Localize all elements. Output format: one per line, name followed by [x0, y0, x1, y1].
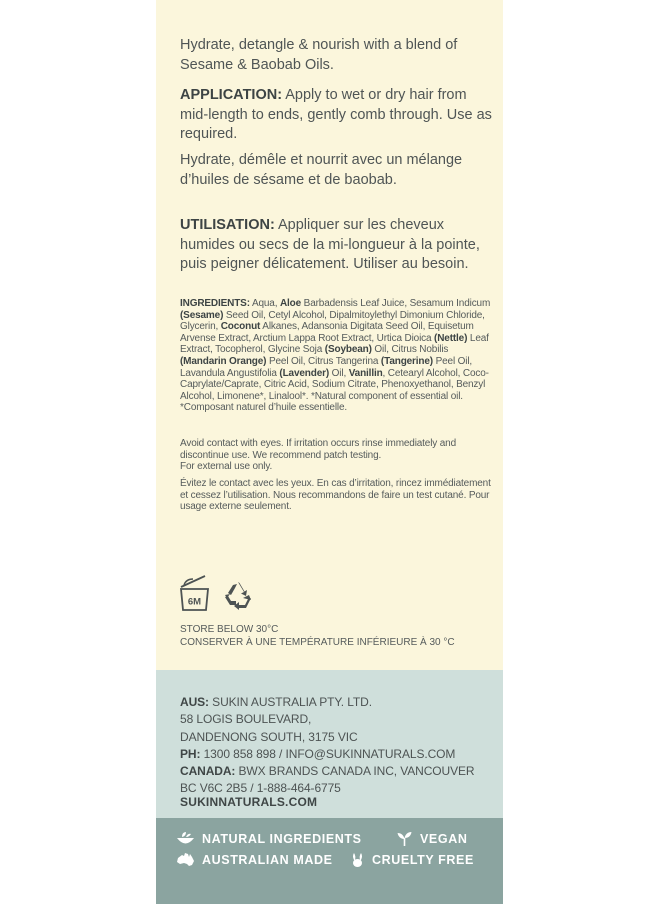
warning-french: Évitez le contact avec les yeux. En cas d’irritation, rincez immédiatement et cessez l’utilisation. Nous recommandons de faire un test cutané. Pour usage externe seulement.: [180, 478, 491, 513]
warning-english: Avoid contact with eyes. If irritation occurs rinse immediately and discontinue use. We recommend patch testing. For external use only.: [180, 438, 457, 473]
utilisation-label: UTILISATION:: [180, 217, 275, 233]
australia-map-icon: [176, 852, 195, 867]
contact-section: [156, 670, 503, 818]
badge-footer: [156, 818, 503, 904]
sprout-icon: [396, 831, 413, 847]
application-text: Apply to wet or dry hair from mid-length to ends, gently comb through. Use as required.: [180, 87, 492, 142]
label-main-section: [156, 0, 503, 670]
storage-en: STORE BELOW 30°C: [180, 624, 279, 635]
pao-label: 6M: [187, 596, 202, 608]
ingredients-footnote-fr: *Composant naturel d’huile essentielle.: [180, 402, 348, 414]
badge-australian-made: AUSTRALIAN MADE: [176, 852, 333, 867]
french-intro: Hydrate, démêle et nourrit avec un mélange d’huiles de sésame et de baobab.: [180, 152, 463, 188]
contact-details: AUS: SUKIN AUSTRALIA PTY. LTD. 58 LOGIS BOULEVARD, DANDENONG SOUTH, 3175 VIC PH: 1300 858 898 / INFO@SUKINNATURALS.COM CANADA: BWX BRANDS CANADA INC, VANCOUVER BC V6C 2B5 / 1-888-464-6775: [180, 695, 475, 796]
english-intro: Hydrate, detangle & nourish with a blend of Sesame & Baobab Oils.: [180, 37, 458, 73]
storage-fr: CONSERVER À UNE TEMPÉRATURE INFÉRIEURE À 30 °C: [180, 636, 455, 648]
recycle-icon: [222, 581, 254, 616]
open-jar-icon: [178, 573, 212, 618]
badge-cruelty-free: CRUELTY FREE: [350, 852, 474, 868]
ingredients-list: INGREDIENTS: Aqua, Aloe Barbadensis Leaf Juice, Sesamum Indicum (Sesame) Seed Oil, Cetyl Alcohol, Dipalmitoylethyl Dimonium Chloride, Glycerin, Coconut Alkanes, Adansonia Digitata Seed Oil, Equisetum Arvense Extract, Arctium Lappa Root Extract, Urtica Dioica (Nettle) Leaf Extract, Tocopherol, Glycine Soja (Soybean) Oil, Citrus Nobilis (Mandarin Orange) Peel Oil, Citrus Tangerina (Tangerine) Peel Oil, Lavandula Angustifolia (Lavender) Oil, Vanillin, Cetearyl Alcohol, Coco-Caprylate/Caprate, Citric Acid, Sodium Citrate, Phenoxyethanol, Benzyl Alcohol, Limonene*, Linalool*. *Natural component of essential oil. *Composant naturel d’huile essentielle.: [180, 298, 491, 414]
badge-natural-ingredients: NATURAL INGREDIENTS: [176, 831, 362, 846]
utilisation-text: Appliquer sur les cheveux humides ou secs de la mi-longueur à la pointe, puis peigner délicatement. Utiliser au besoin.: [180, 217, 480, 272]
utilisation-instructions: [180, 216, 492, 275]
application-instructions: [180, 86, 492, 145]
website-link: SUKINNATURALS.COM: [180, 795, 318, 809]
application-label: APPLICATION:: [180, 87, 283, 103]
storage-info: [180, 624, 492, 649]
badge-vegan: VEGAN: [396, 831, 467, 847]
bowl-leaf-icon: [176, 831, 195, 846]
bunny-icon: [350, 852, 365, 868]
product-label-panel: [156, 0, 503, 904]
